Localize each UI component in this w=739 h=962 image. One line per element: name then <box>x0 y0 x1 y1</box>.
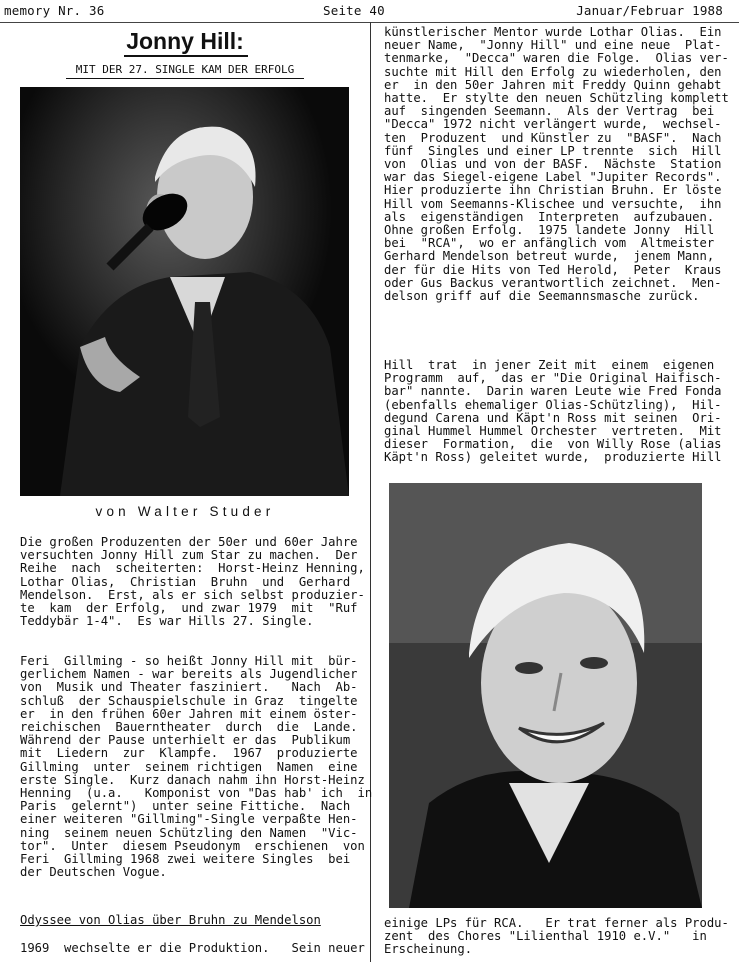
article-subtitle: MIT DER 27. SINGLE KAM DER ERFOLG <box>75 63 295 76</box>
title-underline <box>124 55 248 57</box>
paragraph-rca-chor: einige LPs für RCA. Er trat ferner als Produ- zent des Chores "Lilienthal 1910 e.V." in Erscheinung. <box>384 916 729 957</box>
page-header <box>0 0 739 23</box>
paragraph-1969: 1969 wechselte er die Produktion. Sein neuer <box>20 941 365 955</box>
header-page: Seite 40 <box>323 3 385 18</box>
section-heading-odyssee: Odyssee von Olias über Bruhn zu Mendelson <box>20 913 321 927</box>
header-issue: memory Nr. 36 <box>4 3 105 18</box>
article-byline: von Walter Studer <box>95 504 275 519</box>
article-title: Jonny Hill: <box>126 28 244 54</box>
paragraph-early-career: Feri Gillming - so heißt Jonny Hill mit bür- gerlichem Namen - war bereits als Jugendlicher von Musik und Theater fasziniert. Nach Ab- schluß der Schauspielschule in Graz tingelte er in den frühen 60er Jahren mit einem öster- reichischen Bauerntheater durch die Lande. Während der Pause unterhielt er das Publikum mit Liedern zur Klampfe. 1967 produzierte Gillming unter seinem richtigen Namen eine erste Single. Kurz danach nahm ihn Horst-Heinz Henning (u.a. Komponist von "Das hab' ich in Paris gelernt") unter seine Fittiche. Nach einer weiteren "Gillming"-Single verpaßte Hen- ning seinem neuen Schützling den Namen "Vic- tor". Unter diesem Pseudonym erschienen von Feri Gillming 1968 zwei weitere Singles bei der Deutschen Vogue. <box>20 654 373 880</box>
header-date: Januar/Februar 1988 <box>576 3 723 18</box>
photo-portrait-smiling <box>389 483 702 908</box>
photo-singer-drawing <box>20 87 349 496</box>
paragraph-intro: Die großen Produzenten der 50er und 60er Jahre versuchten Jonny Hill zum Star zu machen. Der Reihe nach scheiterten: Horst-Heinz Henning, Lothar Olias, Christian Bruhn und Gerhard Mendelson. Erst, als er sich selbst produzier- te kam der Erfolg, und zwar 1979 mit "Ruf Teddybär 1-4". Es war Hills 27. Single. <box>20 535 365 629</box>
subtitle-underline <box>66 78 304 79</box>
paragraph-olias-decca: künstlerischer Mentor wurde Lothar Olias. Ein neuer Name, "Jonny Hill" und eine neue Plat- tenmarke, "Decca" waren die Folge. Olias ver- suchte mit Hill den Erfolg zu wiederholen, den er in den 50er Jahren mit Freddy Quinn gehabt hatte. Er stylte den neuen Schützling komplett auf singenden Seemann. Als der Vertrag bei "Decca" 1972 nicht verlängert wurde, wechsel- ten Produzent und Künstler zu "BASF". Nach fünf Singles und einer LP trennte sich Hill von Olias und von der BASF. Nächste Station war das Siegel-eigene Label "Jupiter Records". Hier produzierte ihn Christian Bruhn. Er löste Hill vom Seemanns-Klischee und versuchte, ihn als eigenständigen Interpreten aufzubauen. Ohne großen Erfolg. 1975 landete Jonny Hill bei "RCA", wo er anfänglich vom Altmeister Gerhard Mendelson betreut wurde, jenem Mann, der für die Hits von Ted Herold, Peter Kraus oder Gus Backus verantwortlich zeichnet. Men- delson griff auf die Seemannsmasche zurück. <box>384 25 729 304</box>
photo-portrait-drawing <box>389 483 702 908</box>
paragraph-haifischbar: Hill trat in jener Zeit mit einem eigenen Programm auf, das er "Die Original Haifisch- bar" nannte. Darin waren Leute wie Fred Fonda (ebenfalls ehemaliger Olias-Schützling), Hil- degund Carena und Käpt'n Ross mit seinen Ori- ginal Hummel Hummel Orchester vertreten. Mit dieser Formation, die von Willy Rose (alias Käpt'n Ross) geleitet wurde, produzierte Hill <box>384 358 722 465</box>
photo-singer-microphone <box>20 87 349 496</box>
